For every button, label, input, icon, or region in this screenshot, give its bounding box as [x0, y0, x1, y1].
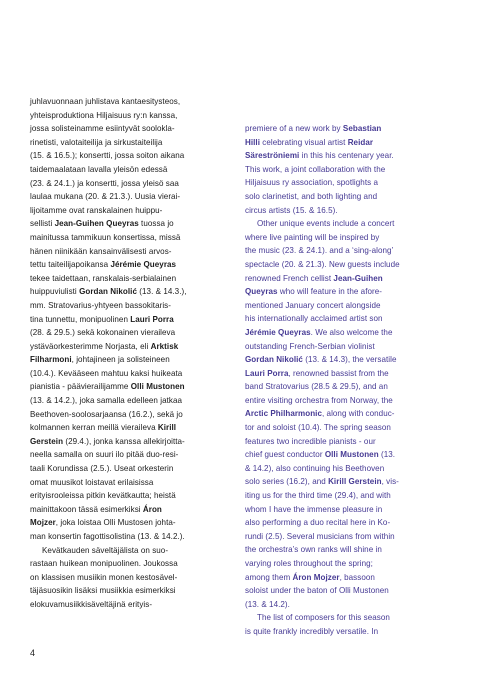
english-line	[245, 340, 457, 354]
text-run: solo series (16.2), and	[245, 477, 329, 487]
english-text-column	[245, 0, 457, 639]
english-line	[245, 122, 457, 136]
bold-name: Kirill	[157, 423, 177, 433]
finnish-line	[30, 190, 230, 204]
text-run: soloist under the baton of Olli Mustonen	[245, 586, 389, 596]
bold-name: Filharmoni	[30, 355, 72, 365]
english-line	[245, 312, 457, 326]
finnish-line	[30, 462, 230, 476]
english-line	[245, 503, 457, 517]
english-line	[245, 244, 457, 258]
text-run: sellisti	[30, 219, 55, 229]
english-line	[245, 190, 457, 204]
text-run: man konsertin fagottisolistina (13. & 14.2.).	[30, 532, 185, 541]
finnish-text-column	[30, 0, 230, 612]
english-line	[245, 421, 457, 435]
text-run: (15. & 16.5.); konsertti, jossa soiton aikana	[30, 151, 185, 161]
english-line	[245, 367, 457, 381]
finnish-line	[30, 109, 230, 123]
english-line	[245, 475, 457, 489]
finnish-line	[30, 489, 230, 503]
text-run: elokuvamusiikkisäveltäjinä erityis-	[30, 599, 153, 609]
english-line	[245, 462, 457, 476]
finnish-line	[30, 313, 230, 327]
english-line	[245, 557, 457, 571]
text-run: the orchestra’s own ranks will shine in	[245, 545, 382, 555]
english-line	[245, 149, 457, 163]
finnish-line	[30, 231, 230, 245]
text-run: tuossa jo	[138, 219, 174, 229]
bold-name: Áron Mojzer	[292, 572, 340, 582]
text-run: (13. & 14.2.), joka samalla edelleen jatkaa	[30, 396, 182, 406]
text-run: mainittakoon tässä esimerkiksi	[30, 504, 143, 514]
text-run: , vis-	[381, 477, 399, 487]
text-run: The list of composers for this season	[257, 613, 390, 623]
english-line	[245, 584, 457, 598]
text-run: jossa solisteinamme esiintyvät soolokla-	[30, 124, 175, 134]
finnish-line	[30, 217, 230, 231]
text-run: erityisrooleissa pitkin kevätkautta; heistä	[30, 491, 176, 501]
finnish-line	[30, 204, 230, 218]
text-run: band Stratovarius (28.5 & 29.5), and an	[245, 382, 388, 392]
text-run: taidemaalataan lavalla yleisön edessä	[30, 164, 168, 174]
text-run: rinetisti, valotaiteilija ja sirkustaiteilija	[30, 137, 163, 147]
bold-name: Kirill Gerstein	[328, 477, 382, 487]
english-line	[245, 217, 457, 231]
english-line	[245, 204, 457, 218]
finnish-line	[30, 476, 230, 490]
finnish-line	[30, 367, 230, 381]
finnish-line	[30, 299, 230, 313]
bold-name: Sebastian	[342, 124, 382, 133]
finnish-line	[30, 435, 230, 449]
bold-name: Gordan Nikolić	[245, 355, 303, 365]
finnish-line	[30, 516, 230, 530]
text-run: (13. & 14.3), the versatile	[302, 355, 397, 365]
english-line	[245, 136, 457, 150]
finnish-line	[30, 136, 230, 150]
text-run: outstanding French-Serbian violinist	[245, 341, 375, 351]
bold-name: Gerstein	[30, 436, 64, 446]
bold-name: Arctic Philharmonic	[245, 409, 322, 419]
finnish-line	[30, 326, 230, 340]
text-run: omat muusikot loistavat erilaisissa	[30, 477, 154, 487]
finnish-line	[30, 544, 230, 558]
text-run: varying roles throughout the spring;	[245, 559, 373, 568]
english-line	[245, 380, 457, 394]
text-run: (28. & 29.5.) sekä kokonainen vieraileva	[30, 328, 176, 338]
finnish-line	[30, 394, 230, 408]
text-run: tettu taiteilijapoikansa	[30, 260, 111, 270]
english-line	[245, 448, 457, 462]
text-run: lijoitamme ovat ranskalainen huippu-	[30, 205, 163, 215]
text-run: mentioned January concert alongside	[245, 300, 381, 310]
text-run: taali Korundissa (2.5.). Useat orkesterin	[30, 464, 174, 474]
finnish-line	[30, 584, 230, 598]
bold-name: Hilli	[245, 137, 261, 147]
english-line	[245, 285, 457, 299]
english-line	[245, 543, 457, 557]
text-run: huippuviulisti	[30, 287, 80, 297]
finnish-line	[30, 571, 230, 585]
finnish-line	[30, 149, 230, 163]
text-run: also performing a duo recital here in Ko-	[245, 518, 391, 528]
bold-name: Lauri Porra	[245, 368, 289, 378]
finnish-line	[30, 245, 230, 259]
text-run: iting us for the third time (29.4), and with	[245, 491, 391, 501]
text-run: , along with conduc-	[321, 409, 395, 419]
text-run: pianistia - päävierailijamme	[30, 382, 131, 392]
text-run: where live painting will be inspired by	[245, 232, 380, 242]
text-run: rastaan huikean monipuolinen. Joukossa	[30, 559, 178, 569]
text-run: the music (23. & 24.1). and a ‘sing-along’	[245, 246, 394, 256]
text-run: (13. & 14.2).	[245, 599, 290, 609]
finnish-line	[30, 380, 230, 394]
text-run: (13. & 14.3.),	[137, 287, 187, 297]
bold-name: Olli Mustonen	[324, 450, 379, 460]
english-line	[245, 353, 457, 367]
text-run: kolmannen kerran meillä vieraileva	[30, 423, 158, 433]
bold-name: Olli Mustonen	[130, 382, 185, 392]
finnish-line	[30, 163, 230, 177]
text-run: This work, a joint collaboration with the	[245, 164, 386, 174]
bold-name: Mojzer	[30, 518, 56, 528]
text-run: tina tunnettu, monipuolinen	[30, 314, 131, 324]
text-run: (29.4.), jonka kanssa allekirjoitta-	[63, 436, 185, 446]
finnish-line	[30, 353, 230, 367]
text-run: features two incredible pianists - our	[245, 436, 376, 446]
text-run: tor and soloist (10.4). The spring season	[245, 423, 391, 433]
finnish-line	[30, 448, 230, 462]
english-line	[245, 516, 457, 530]
bold-name: Jean-Guihen	[333, 273, 383, 283]
finnish-line	[30, 530, 230, 544]
text-run: & 14.2), also continuing his Beethoven	[245, 463, 385, 473]
bold-name: Áron	[142, 504, 162, 514]
finnish-line	[30, 258, 230, 272]
finnish-line	[30, 122, 230, 136]
bold-name: Lauri Porra	[130, 314, 174, 324]
finnish-line	[30, 340, 230, 354]
english-line	[245, 571, 457, 585]
english-line	[245, 163, 457, 177]
english-line	[245, 299, 457, 313]
text-run: Kevätkauden säveltäjälista on suo-	[42, 545, 169, 555]
bold-name: Queyras	[245, 287, 278, 297]
bold-name: Jean-Guihen Queyras	[54, 219, 139, 229]
english-line	[245, 231, 457, 245]
bold-name: Gordan Nikolić	[79, 287, 137, 297]
text-run: among them	[245, 572, 293, 582]
page-number: 4	[30, 648, 36, 658]
text-run: Hiljaisuus ry association, spotlights a	[245, 178, 378, 188]
text-run: rundi (2.5). Several musicians from within	[245, 531, 395, 541]
text-run: , bassoon	[339, 572, 375, 582]
english-line	[245, 258, 457, 272]
text-run: (10.4.). Kevääseen mahtuu kaksi huikeata	[30, 368, 183, 378]
text-run: entire visiting orchestra from Norway, the	[245, 395, 393, 405]
text-run: who will feature in the afore-	[277, 287, 382, 297]
bold-name: Arktisk	[150, 341, 179, 351]
finnish-line	[30, 285, 230, 299]
text-run: premiere of a new work by	[245, 124, 343, 133]
text-run: his internationally acclaimed artist son	[245, 314, 383, 324]
text-run: , renowned bassist from the	[288, 368, 389, 378]
english-line	[245, 598, 457, 612]
text-run: solo clarinetist, and both lighting and	[245, 191, 378, 201]
english-line	[245, 326, 457, 340]
text-run: celebrating visual artist	[260, 137, 348, 147]
english-line	[245, 394, 457, 408]
text-run: tekee taidettaan, ranskalais-serbialainen	[30, 273, 177, 283]
text-run: , johtajineen ja solisteineen	[71, 355, 170, 365]
text-run: is quite frankly incredibly versatile. In	[245, 626, 379, 636]
english-line	[245, 435, 457, 449]
text-run: , joka loistaa Olli Mustosen johta-	[55, 518, 176, 528]
finnish-line	[30, 95, 230, 109]
finnish-line	[30, 177, 230, 191]
bold-name: Jérémie Queyras	[245, 327, 311, 337]
text-run: (13.	[378, 450, 396, 460]
text-run: chief guest conductor	[245, 450, 325, 460]
english-line	[245, 272, 457, 286]
text-run: hänen niinikään kansainvälisesti arvos-	[30, 246, 172, 256]
text-run: renowned French cellist	[245, 273, 334, 283]
finnish-line	[30, 557, 230, 571]
bold-name: Säreströniemi	[245, 151, 300, 161]
text-run: täjäsuosikin lisäksi musiikkia esimerkiksi	[30, 586, 176, 596]
finnish-line	[30, 503, 230, 517]
text-run: laulaa mukana (20. & 21.3.). Uusia vierai-	[30, 192, 181, 202]
text-run: spectacle (20. & 21.3). New guests include	[245, 259, 400, 269]
text-run: Other unique events include a concert	[257, 219, 395, 229]
bold-name: Jérémie Queyras	[110, 260, 177, 270]
text-run: Beethoven-soolosarjaansa (16.2.), sekä jo	[30, 409, 183, 419]
text-run: yhteisproduktiona Hiljaisuus ry:n kanssa,	[30, 110, 178, 120]
text-run: juhlavuonnaan juhlistava kantaesitysteos,	[30, 97, 181, 106]
finnish-line	[30, 272, 230, 286]
english-line	[245, 407, 457, 421]
english-line	[245, 489, 457, 503]
text-run: in this his centenary year.	[299, 151, 394, 161]
text-run: mainitussa tammikuun konsertissa, missä	[30, 232, 181, 242]
text-run: mm. Stratovarius-yhtyeen bassokitaris-	[30, 300, 171, 310]
text-run: circus artists (15. & 16.5).	[245, 205, 338, 215]
text-run: ystäväorkesterimme Norjasta, eli	[30, 341, 151, 351]
finnish-line	[30, 408, 230, 422]
english-line	[245, 530, 457, 544]
text-run: . We also welcome the	[310, 327, 393, 337]
text-run: (23. & 24.1.) ja konsertti, jossa yleisö saa	[30, 178, 179, 188]
text-run: on klassisen musiikin monen kestosävel-	[30, 572, 178, 582]
english-line	[245, 611, 457, 625]
english-line	[245, 176, 457, 190]
bold-name: Reidar	[347, 137, 374, 147]
finnish-line	[30, 421, 230, 435]
english-line	[245, 625, 457, 639]
finnish-line	[30, 598, 230, 612]
text-run: whom I have the immense pleasure in	[245, 504, 383, 514]
text-run: neella samalla on suuri ilo pitää duo-resi-	[30, 450, 179, 460]
